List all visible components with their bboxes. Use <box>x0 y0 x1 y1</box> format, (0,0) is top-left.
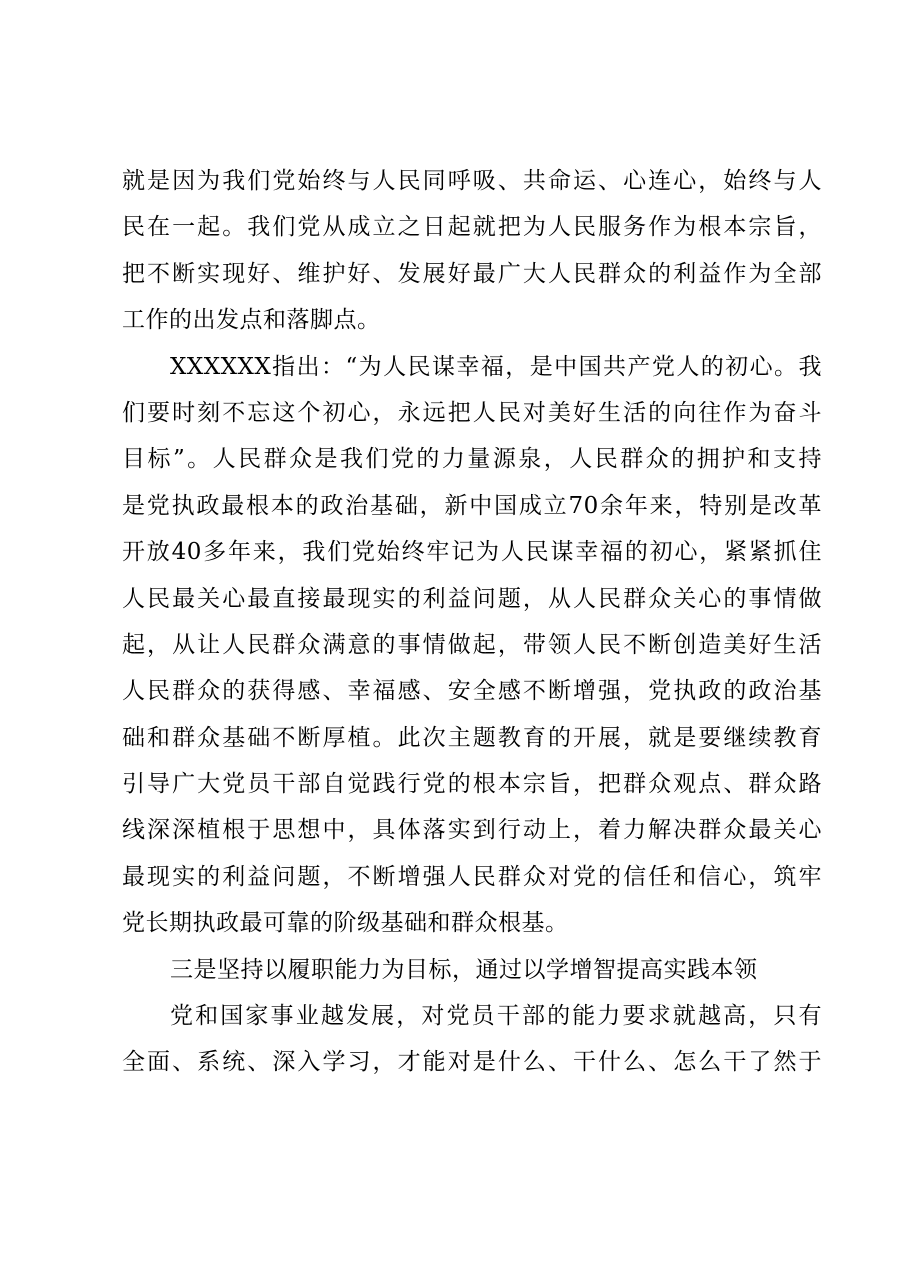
text-line: 线深深植根于思想中，具体落实到行动上，着力解决群众最关心 <box>122 817 822 844</box>
text-line: 把不断实现好、维护好、发展好最广大人民群众的利益作为全部 <box>122 260 822 287</box>
text-line: 们要时刻不忘这个初心，永远把人民对美好生活的向往作为奋斗 <box>122 399 822 426</box>
text-line: 工作的出发点和落脚点。 <box>122 307 381 334</box>
text-line: 开放40多年来，我们党始终牢记为人民谋幸福的初心，紧紧抓住 <box>122 539 822 566</box>
document-body-text <box>122 158 822 1086</box>
text-line: XXXXXX指出：“为人民谋幸福，是中国共产党人的初心。我 <box>170 353 822 380</box>
text-line: 党和国家事业越发展，对党员干部的能力要求就越高，只有 <box>170 1003 822 1030</box>
text-line: 就是因为我们党始终与人民同呼吸、共命运、心连心，始终与人 <box>122 168 822 194</box>
text-line: 础和群众基础不断厚植。此次主题教育的开展，就是要继续教育 <box>122 724 822 751</box>
text-line: 全面、系统、深入学习，才能对是什么、干什么、怎么干了然于 <box>122 1049 822 1076</box>
text-line: 党长期执政最可靠的阶级基础和群众根基。 <box>122 910 569 937</box>
text-line: 三是坚持以履职能力为目标，通过以学增智提高实践本领 <box>170 956 758 983</box>
text-line: 人民群众的获得感、幸福感、安全感不断增强，党执政的政治基 <box>122 678 822 705</box>
text-line: 是党执政最根本的政治基础，新中国成立70余年来，特别是改革 <box>122 492 822 519</box>
text-line: 民在一起。我们党从成立之日起就把为人民服务作为根本宗旨， <box>122 214 822 241</box>
text-line: 人民最关心最直接最现实的利益问题，从人民群众关心的事情做 <box>122 585 822 612</box>
text-line: 引导广大党员干部自觉践行党的根本宗旨，把群众观点、群众路 <box>122 771 822 798</box>
text-line: 起，从让人民群众满意的事情做起，带领人民不断创造美好生活 <box>122 631 822 658</box>
text-line: 最现实的利益问题，不断增强人民群众对党的信任和信心，筑牢 <box>122 863 822 890</box>
text-line: 目标”。人民群众是我们党的力量源泉，人民群众的拥护和支持 <box>122 446 822 473</box>
